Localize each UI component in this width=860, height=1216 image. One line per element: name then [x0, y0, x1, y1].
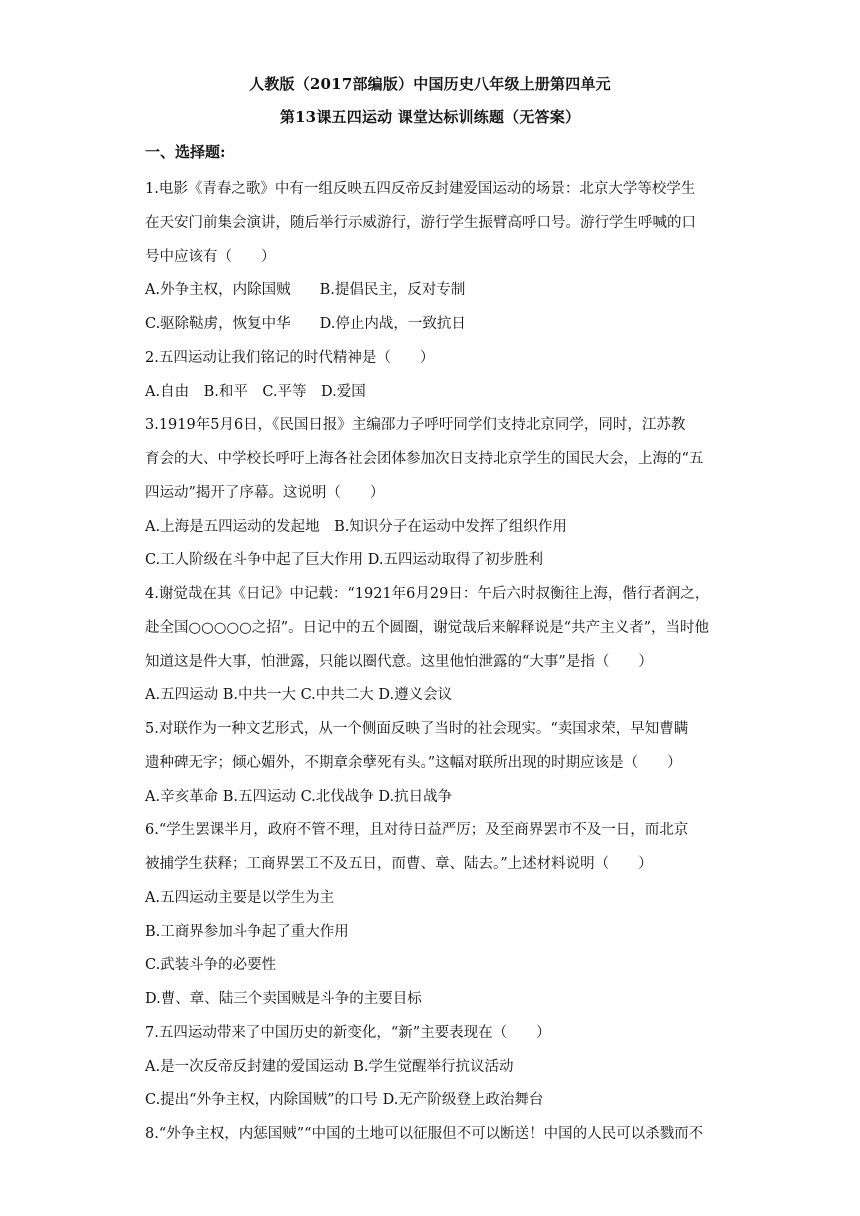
section-heading: 一、选择题:	[145, 143, 226, 161]
question-5-stem-line: 5.对联作为一种文艺形式，从一个侧面反映了当时的社会现实。“卖国求荣，早知曹瞒	[145, 721, 689, 737]
question-4-stem-line: 赴全国○○○○○之招”。日记中的五个圆圈，谢觉哉后来解释说是“共产主义者”，当时他	[145, 620, 709, 636]
question-2-option-line: A.自由 B.和平 C.平等 D.爱国	[145, 384, 366, 400]
question-4-option-line: A.五四运动 B.中共一大 C.中共二大 D.遵义会议	[145, 687, 453, 703]
question-2-stem-line: 2.五四运动让我们铭记的时代精神是（ ）	[145, 350, 435, 366]
question-6-option-line: C.武装斗争的必要性	[145, 957, 277, 973]
question-8-stem-line: 8.“外争主权，内惩国贼”“中国的土地可以征服但不可以断送！中国的人民可以杀戮而不	[145, 1126, 704, 1142]
question-1-stem-line: 号中应该有（ ）	[145, 249, 276, 265]
question-5-stem-line: 遗种碑无字；倾心媚外，不期章余孽死有头。”这幅对联所出现的时期应该是（ ）	[145, 755, 682, 771]
question-4-stem-line: 4.谢觉哉在其《日记》中记载：“1921年6月29日：午后六时叔衡往上海，偕行者润之，	[145, 586, 710, 602]
question-1-option-line: A.外争主权，内除国贼 B.提倡民主，反对专制	[145, 282, 466, 298]
question-4-stem-line: 知道这是件大事，怕泄露，只能以圈代意。这里他怕泄露的“大事”是指（ ）	[145, 654, 653, 670]
question-6-option-line: A.五四运动主要是以学生为主	[145, 890, 335, 906]
question-3-stem-line: 育会的大、中学校长呼吁上海各社会团体参加次日支持北京学生的国民大会，上海的“五	[145, 451, 704, 467]
question-1-stem-line: 在天安门前集会演讲，随后举行示威游行，游行学生振臂高呼口号。游行学生呼喊的口	[145, 215, 696, 231]
question-3-stem-line: 四运动”揭开了序幕。这说明（ ）	[145, 485, 385, 501]
question-7-option-line: A.是一次反帝反封建的爱国运动 B.学生觉醒举行抗议活动	[145, 1059, 514, 1075]
question-1-stem-line: 1.电影《青春之歌》中有一组反映五四反帝反封建爱国运动的场景：北京大学等校学生	[145, 181, 696, 197]
question-6-stem-line: 6.“学生罢课半月，政府不管不理，且对待日益严厉；及至商界罢市不及一日，而北京	[145, 822, 689, 838]
question-6-option-line: B.工商界参加斗争起了重大作用	[145, 924, 349, 940]
question-7-option-line: C.提出“外争主权，内除国贼”的口号 D.无产阶级登上政治舞台	[145, 1092, 544, 1108]
question-1-option-line: C.驱除鞑虏，恢复中华 D.停止内战，一致抗日	[145, 316, 466, 332]
question-3-option-line: A.上海是五四运动的发起地 B.知识分子在运动中发挥了组织作用	[145, 519, 567, 535]
question-5-option-line: A.辛亥革命 B.五四运动 C.北伐战争 D.抗日战争	[145, 789, 453, 805]
question-3-option-line: C.工人阶级在斗争中起了巨大作用 D.五四运动取得了初步胜利	[145, 552, 544, 568]
question-6-stem-line: 被捕学生获释；工商界罢工不及五日，而曹、章、陆去。”上述材料说明（ ）	[145, 856, 653, 872]
question-7-stem-line: 7.五四运动带来了中国历史的新变化，“新”主要表现在（ ）	[145, 1025, 551, 1041]
question-3-stem-line: 3.1919年5月6日，《民国日报》主编邵力子呼吁同学们支持北京同学，同时，江苏教	[145, 417, 686, 433]
question-6-option-line: D.曹、章、陆三个卖国贼是斗争的主要目标	[145, 991, 422, 1007]
document-title: 人教版（2017部编版）中国历史八年级上册第四单元	[249, 75, 611, 93]
document-subtitle: 第13课五四运动 课堂达标训练题（无答案）	[279, 108, 581, 126]
